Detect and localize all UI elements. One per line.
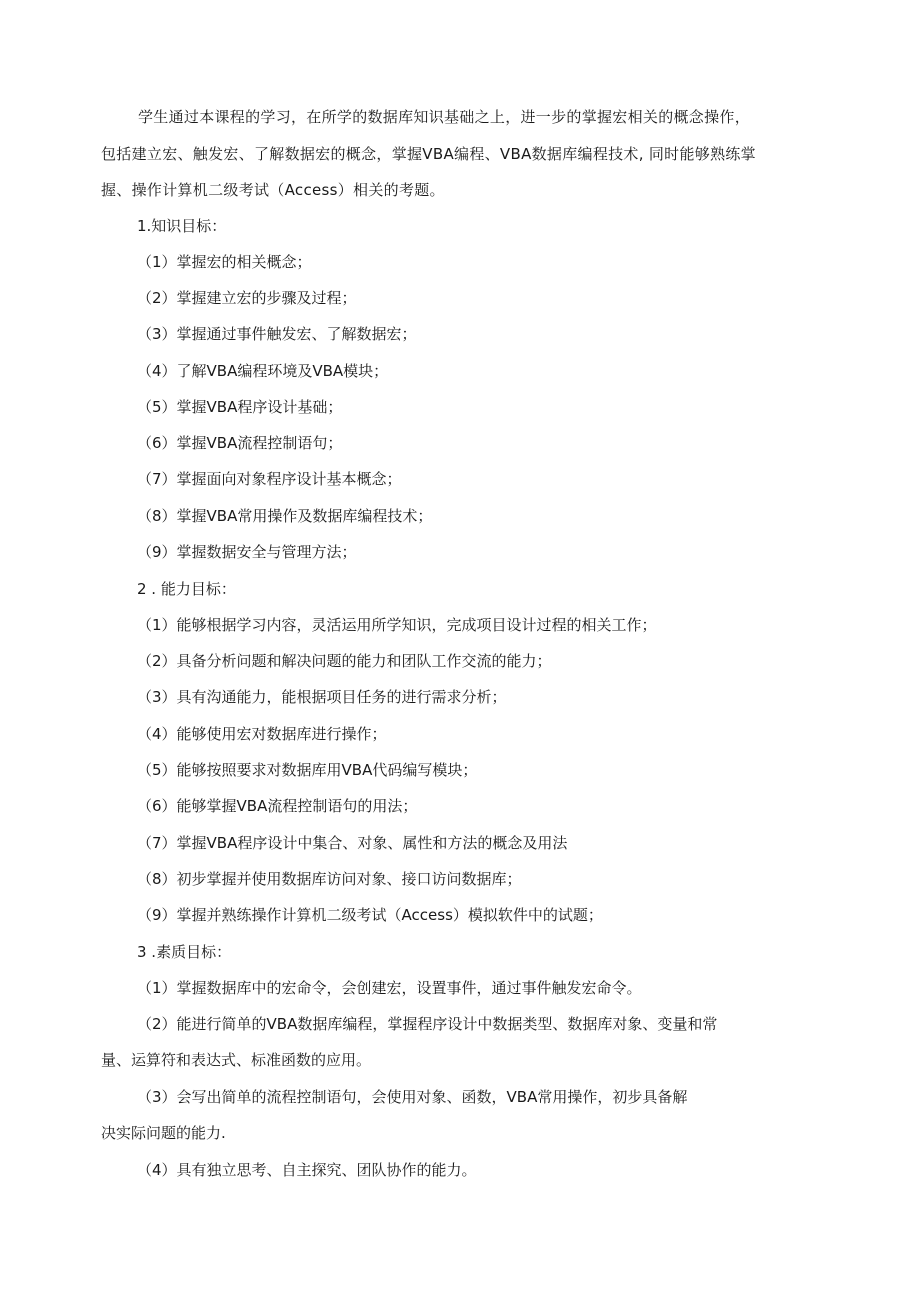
ability-item: （6）能够掌握VBA流程控制语句的用法； xyxy=(137,797,418,815)
ability-item: （5）能够按照要求对数据库用VBA代码编写模块； xyxy=(137,761,478,779)
knowledge-item: （6）掌握VBA流程控制语句； xyxy=(137,434,343,452)
quality-heading: 3 .素质目标： xyxy=(137,943,232,961)
knowledge-item: （7）掌握面向对象程序设计基本概念； xyxy=(137,470,402,488)
ability-item: （4）能够使用宏对数据库进行操作； xyxy=(137,725,387,743)
quality-item: （1）掌握数据库中的宏命令，会创建宏，设置事件，通过事件触发宏命令。 xyxy=(137,979,642,997)
quality-item-continuation: 量、运算符和表达式、标准函数的应用。 xyxy=(101,1051,372,1069)
quality-item: （2）能进行简单的VBA数据库编程，掌握程序设计中数据类型、数据库对象、变量和常 xyxy=(137,1015,718,1033)
knowledge-item: （5）掌握VBA程序设计基础； xyxy=(137,398,343,416)
ability-heading: 2 . 能力目标： xyxy=(137,580,236,598)
intro-line-1: 学生通过本课程的学习，在所学的数据库知识基础之上，进一步的掌握宏相关的概念操作， xyxy=(138,108,751,126)
knowledge-item: （1）掌握宏的相关概念； xyxy=(137,253,312,271)
knowledge-item: （8）掌握VBA常用操作及数据库编程技术； xyxy=(137,507,433,525)
ability-item: （1）能够根据学习内容，灵活运用所学知识，完成项目设计过程的相关工作； xyxy=(137,616,657,634)
intro-line-3: 握、操作计算机二级考试（Access）相关的考题。 xyxy=(101,181,445,199)
knowledge-item: （9）掌握数据安全与管理方法； xyxy=(137,543,357,561)
quality-item: （3）会写出简单的流程控制语句，会使用对象、函数，VBA常用操作，初步具备解 xyxy=(137,1088,688,1106)
ability-item: （9）掌握并熟练操作计算机二级考试（Access）模拟软件中的试题； xyxy=(137,906,603,924)
knowledge-item: （3）掌握通过事件触发宏、了解数据宏； xyxy=(137,325,417,343)
knowledge-item: （2）掌握建立宏的步骤及过程； xyxy=(137,289,357,307)
quality-item-continuation: 决实际问题的能力. xyxy=(101,1124,226,1142)
ability-item: （3）具有沟通能力，能根据项目任务的进行需求分析； xyxy=(137,688,507,706)
ability-item: （7）掌握VBA程序设计中集合、对象、属性和方法的概念及用法 xyxy=(137,834,568,852)
intro-line-2: 包括建立宏、触发宏、了解数据宏的概念，掌握VBA编程、VBA数据库编程技术, 同时能够熟练掌 xyxy=(101,145,756,163)
ability-item: （8）初步掌握并使用数据库访问对象、接口访问数据库； xyxy=(137,870,522,888)
ability-item: （2）具备分析问题和解决问题的能力和团队工作交流的能力； xyxy=(137,652,552,670)
knowledge-heading: 1.知识目标： xyxy=(137,217,227,235)
quality-item: （4）具有独立思考、自主探究、团队协作的能力。 xyxy=(137,1161,477,1179)
knowledge-item: （4）了解VBA编程环境及VBA模块； xyxy=(137,362,389,380)
